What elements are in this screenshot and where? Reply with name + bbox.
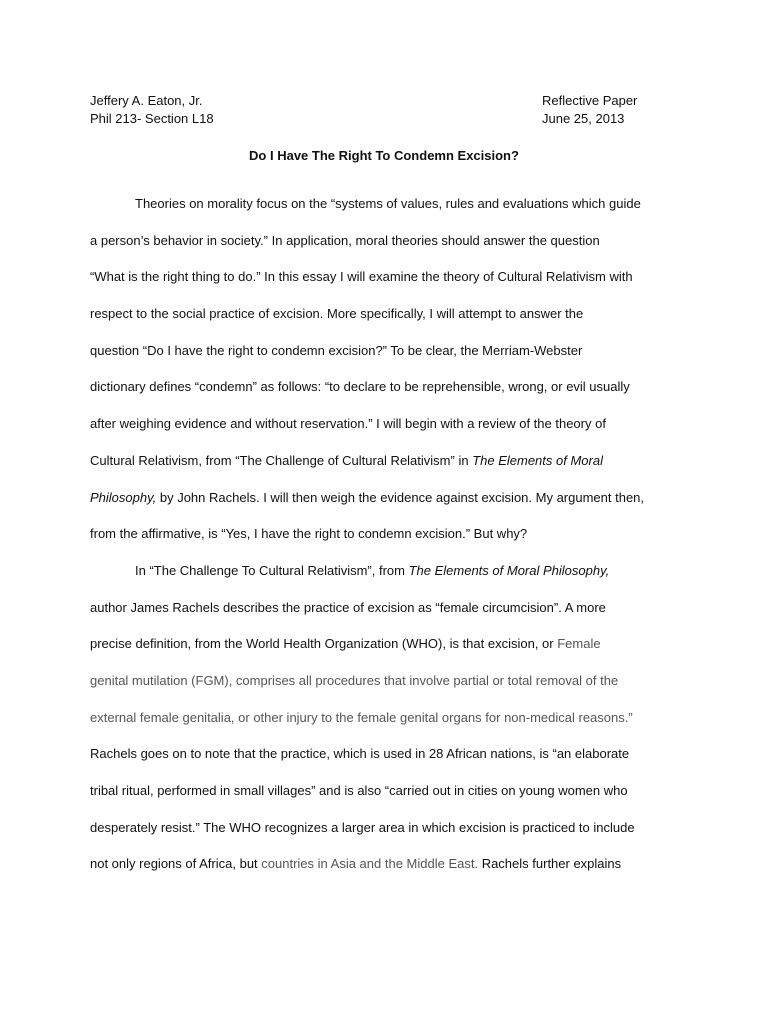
text-line [90, 672, 680, 709]
text-segment: external female genitalia, or other injury to the female genital organs for non-medical reasons.” [90, 709, 633, 725]
author-name: Jeffery A. Eaton, Jr. [90, 93, 203, 108]
text-segment: In “The Challenge To Cultural Relativism”, from [135, 562, 409, 578]
text-segment: respect to the social practice of excision. More specifically, I will attempt to answer the [90, 306, 584, 322]
document-body [90, 195, 680, 892]
text-line [90, 342, 680, 379]
text-segment: tribal ritual, performed in small villages” and is also “carried out in cities on young women who [90, 783, 628, 798]
text-segment: Female [557, 636, 601, 652]
course-section: Phil 213- Section L18 [90, 111, 214, 126]
text-line [90, 819, 680, 856]
text-line [90, 562, 680, 599]
text-line [90, 452, 680, 489]
text-segment: Rachels further explains [478, 856, 622, 872]
text-line [90, 232, 680, 269]
italic-text-segment: The Elements of Moral [472, 452, 603, 468]
text-segment: not only regions of Africa, but [90, 856, 262, 872]
text-segment: genital mutilation (FGM), comprises all procedures that involve partial or total removal of the [90, 672, 619, 688]
text-line [90, 195, 680, 232]
text-line [90, 378, 680, 415]
text-segment: dictionary defines “condemn” as follows: “to declare to be reprehensible, wrong, or evil usually [90, 379, 630, 395]
text-line [90, 489, 680, 526]
italic-text-segment: The Elements of Moral Philosophy, [408, 562, 610, 578]
italic-text-segment: Philosophy, [90, 489, 157, 505]
text-line [90, 415, 680, 452]
text-segment: Theories on morality focus on the “systems of values, rules and evaluations which guide [135, 196, 641, 211]
text-segment: after weighing evidence and without reservation.” I will begin with a review of the theory of [90, 416, 606, 432]
text-segment: a person’s behavior in society.” In application, moral theories should answer the question [90, 232, 600, 248]
text-segment: desperately resist.” The WHO recognizes a larger area in which excision is practiced to include [90, 819, 635, 835]
text-line [90, 782, 680, 819]
text-segment: “What is the right thing to do.” In this essay I will examine the theory of Cultural Relativism with [90, 269, 633, 285]
text-line [90, 599, 680, 636]
text-line [90, 525, 680, 562]
text-segment: countries in Asia and the Middle East. [261, 856, 479, 872]
text-segment: precise definition, from the World Health Organization (WHO), is that excision, or [90, 636, 558, 652]
text-segment: author James Rachels describes the practice of excision as “female circumcision”. A more [90, 599, 606, 615]
text-line [90, 745, 680, 782]
text-segment: Rachels goes on to note that the practice, which is used in 28 African nations, is “an elaborate [90, 746, 630, 762]
text-segment: question “Do I have the right to condemn excision?” To be clear, the Merriam-Webster [90, 342, 583, 358]
document-header [90, 92, 668, 132]
paper-date: June 25, 2013 [542, 111, 625, 126]
text-line [90, 305, 680, 342]
text-line [90, 855, 680, 892]
text-segment: by John Rachels. I will then weigh the evidence against excision. My argument then, [156, 489, 645, 505]
text-line [90, 268, 680, 305]
paper-type: Reflective Paper [542, 93, 638, 108]
header-right-block [542, 92, 637, 128]
text-segment: from the affirmative, is “Yes, I have the right to condemn excision.” But why? [90, 526, 528, 542]
document-title: Do I Have The Right To Condemn Excision? [249, 148, 519, 163]
text-line [90, 709, 680, 746]
text-segment: Cultural Relativism, from “The Challenge of Cultural Relativism” in [90, 452, 473, 468]
text-line [90, 635, 680, 672]
header-left-block [90, 92, 214, 128]
